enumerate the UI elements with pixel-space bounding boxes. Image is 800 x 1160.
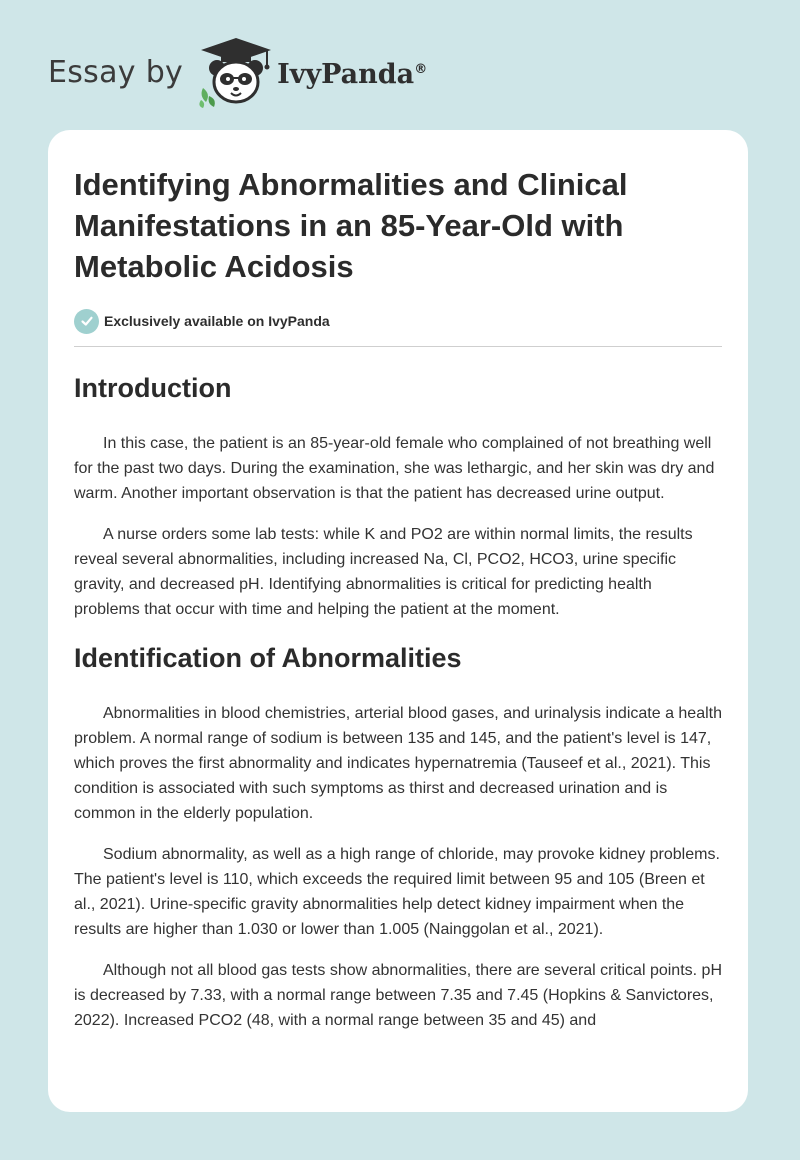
section-heading-identification: Identification of Abnormalities [74,643,462,673]
exclusive-badge [74,308,722,334]
essay-card [48,130,748,1112]
paragraph: In this case, the patient is an 85-year-old female who complained of not breathing well for the past two days. During the examination, she was lethargic, and her skin was dry and warm. Another important observation is that the patient has decreased urine output. [74,435,715,502]
panda-logo-icon[interactable] [197,36,275,108]
checkmark-icon [74,309,99,334]
essay-content [48,130,748,1033]
title-divider [74,346,722,347]
paragraph: Although not all blood gas tests show abnormalities, there are several critical points. pH is decreased by 7.33, with a normal range between 7.35 and 7.45 (Hopkins & Sanvictores, 2022). Increased PCO2 (48, with a normal range between 35 and 45) and [74,962,722,1029]
brand-name[interactable]: IvyPanda® [277,58,428,90]
paragraph: Sodium abnormality, as well as a high range of chloride, may provoke kidney problems. The patient's level is 110, which exceeds the required limit between 95 and 105 (Breen et al., 2021). Urine-specific gravity abnormalities help detect kidney impairment when the results are higher than 1.030 or lower than 1.005 (Nainggolan et al., 2021). [74,846,720,938]
paragraph: Abnormalities in blood chemistries, arterial blood gases, and urinalysis indicate a health problem. A normal range of sodium is between 135 and 145, and the patient's level is 147, which proves the first abnormality and indicates hypernatremia (Tauseef et al., 2021). This condition is associated with such symptoms as thirst and decreased urination and is common in the elderly population. [74,705,722,822]
registered-mark: ® [414,61,428,77]
section-heading-introduction: Introduction [74,373,232,403]
essay-by-label: Essay by [48,54,184,90]
site-header [48,36,427,108]
essay-title: Identifying Abnormalities and Clinical Manifestations in an 85-Year-Old with Metabolic Acidosis [74,167,628,284]
badge-label: Exclusively available on IvyPanda [104,313,330,329]
paragraph: A nurse orders some lab tests: while K and PO2 are within normal limits, the results reveal several abnormalities, including increased Na, Cl, PCO2, HCO3, urine specific gravity, and decreased pH. Identifying abnormalities is critical for predicting health problems that occur with time and helping the patient at the moment. [74,526,693,618]
